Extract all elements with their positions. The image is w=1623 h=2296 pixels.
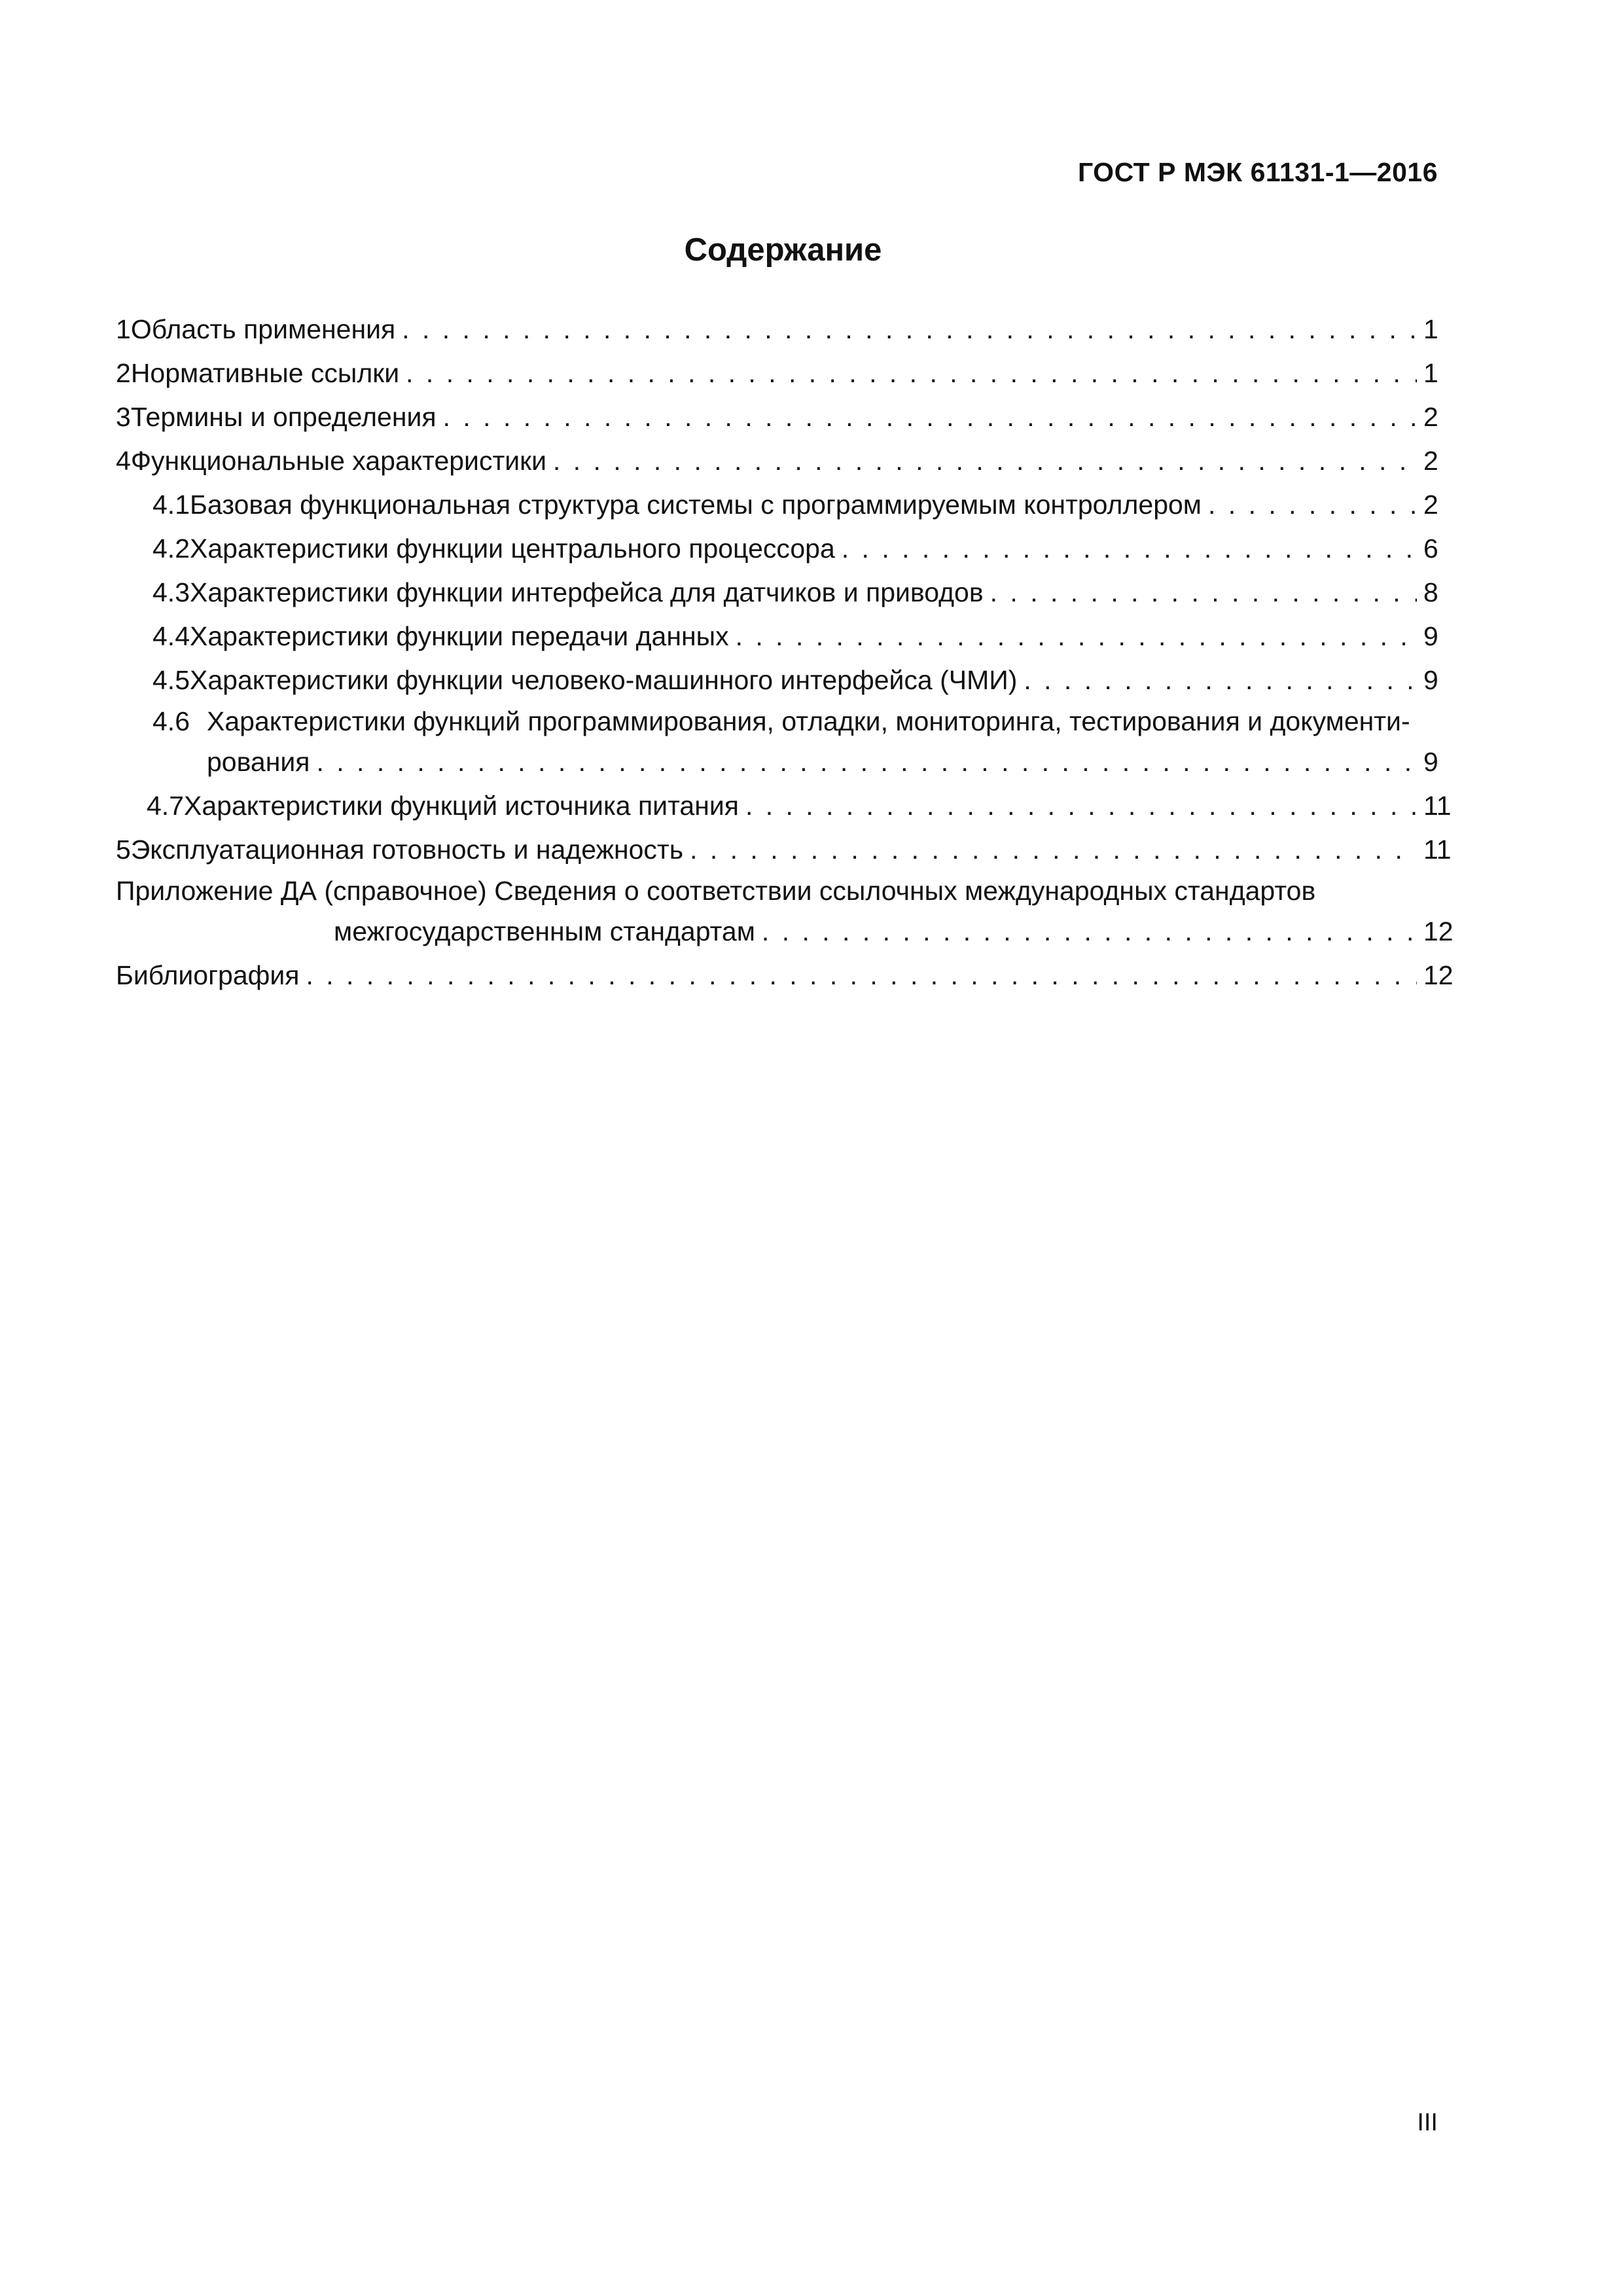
toc-entry-3[interactable] — [116, 395, 1438, 439]
toc-entry-title: Область применения — [130, 314, 396, 344]
dot-leader — [690, 828, 1417, 872]
toc-entry-4-7[interactable] — [116, 784, 1452, 828]
toc-entry-4-1[interactable] — [116, 483, 1438, 527]
toc-entry-number: 4.1 — [152, 490, 190, 520]
toc-entry-title: Эксплуатационная готовность и надежность — [130, 834, 684, 865]
dot-leader — [316, 740, 1417, 784]
table-of-contents — [116, 308, 1454, 997]
toc-entry-title: Характеристики функции человеко-машинного интерфейса (ЧМИ) — [190, 665, 1018, 695]
toc-entry-title: Характеристики функции центрального процессора — [190, 533, 835, 564]
toc-entry-number: 5 — [116, 834, 131, 865]
toc-entry-title: Характеристики функции передачи данных — [190, 621, 729, 651]
dot-leader — [990, 571, 1417, 615]
dot-leader — [762, 910, 1417, 954]
toc-entry-4-4[interactable] — [116, 615, 1438, 658]
toc-entry-appendix-da[interactable] — [116, 872, 1454, 954]
toc-entry-number: 4.4 — [152, 621, 190, 651]
toc-entry-number: 4.3 — [152, 577, 190, 607]
toc-entry-number: 4.2 — [152, 533, 190, 564]
toc-entry-number: 1 — [116, 314, 131, 344]
toc-entry-title: Функциональные характеристики — [130, 446, 546, 476]
dot-leader — [553, 439, 1417, 483]
toc-entry-bibliography[interactable] — [116, 954, 1454, 997]
toc-entry-number: 4 — [116, 446, 131, 476]
toc-entry-page: 2 — [1423, 490, 1438, 520]
toc-entry-title: Термины и определения — [130, 402, 437, 432]
toc-entry-4-6[interactable] — [116, 702, 1438, 784]
toc-entry-4-2[interactable] — [116, 527, 1438, 571]
toc-entry-page: 8 — [1423, 577, 1438, 607]
dot-leader — [842, 527, 1417, 571]
dot-leader — [1208, 483, 1417, 527]
page-number: III — [1417, 2109, 1438, 2136]
toc-entry-title: Нормативные ссылки — [130, 358, 400, 388]
dot-leader — [306, 954, 1417, 997]
toc-entry-page: 2 — [1423, 446, 1438, 476]
toc-entry-page: 9 — [1423, 621, 1438, 651]
toc-entry-page: 12 — [1423, 916, 1454, 946]
toc-entry-number: 3 — [116, 402, 131, 432]
toc-entry-2[interactable] — [116, 351, 1438, 395]
toc-entry-title: Характеристики функции интерфейса для датчиков и приводов — [190, 577, 984, 607]
toc-entry-number: 4.5 — [152, 665, 190, 695]
toc-entry-5[interactable] — [116, 828, 1452, 872]
toc-entry-4-5[interactable] — [116, 658, 1438, 702]
toc-entry-1[interactable] — [116, 308, 1438, 351]
toc-entry-page: 11 — [1423, 791, 1452, 821]
toc-entry-number: 4.6 — [152, 706, 190, 736]
toc-entry-page: 1 — [1423, 358, 1438, 388]
document-code: ГОСТ Р МЭК 61131-1—2016 — [1077, 157, 1438, 187]
toc-entry-page: 2 — [1423, 402, 1438, 432]
toc-entry-title-line2: межгосударственным стандартам — [334, 916, 755, 946]
toc-entry-page: 6 — [1423, 533, 1438, 564]
toc-entry-title-line1: Приложение ДА (справочное) Сведения о соответствии ссылочных международных стандартов — [116, 876, 1316, 906]
toc-entry-title: Библиография — [116, 960, 300, 990]
toc-entry-page: 9 — [1423, 665, 1438, 695]
dot-leader — [443, 395, 1417, 439]
toc-entry-4[interactable] — [116, 439, 1438, 483]
toc-entry-number: 4.7 — [147, 791, 184, 821]
toc-entry-4-3[interactable] — [116, 571, 1438, 615]
toc-entry-title: Базовая функциональная структура системы с программируемым контроллером — [190, 490, 1202, 520]
dot-leader — [1024, 658, 1417, 702]
toc-entry-page: 12 — [1423, 960, 1454, 990]
toc-entry-number: 2 — [116, 358, 131, 388]
dot-leader — [736, 615, 1417, 658]
toc-entry-page: 11 — [1423, 834, 1452, 865]
dot-leader — [406, 351, 1417, 395]
toc-entry-page: 9 — [1423, 747, 1438, 777]
toc-entry-title: Характеристики функций источника питания — [184, 791, 739, 821]
toc-title: Содержание — [684, 232, 882, 268]
dot-leader — [402, 308, 1417, 351]
dot-leader — [745, 784, 1417, 828]
toc-entry-title-line1: Характеристики функций программирования, отладки, мониторинга, тестирования и документи- — [207, 706, 1410, 736]
toc-entry-title-line2: рования — [207, 747, 310, 777]
toc-entry-page: 1 — [1423, 314, 1438, 344]
